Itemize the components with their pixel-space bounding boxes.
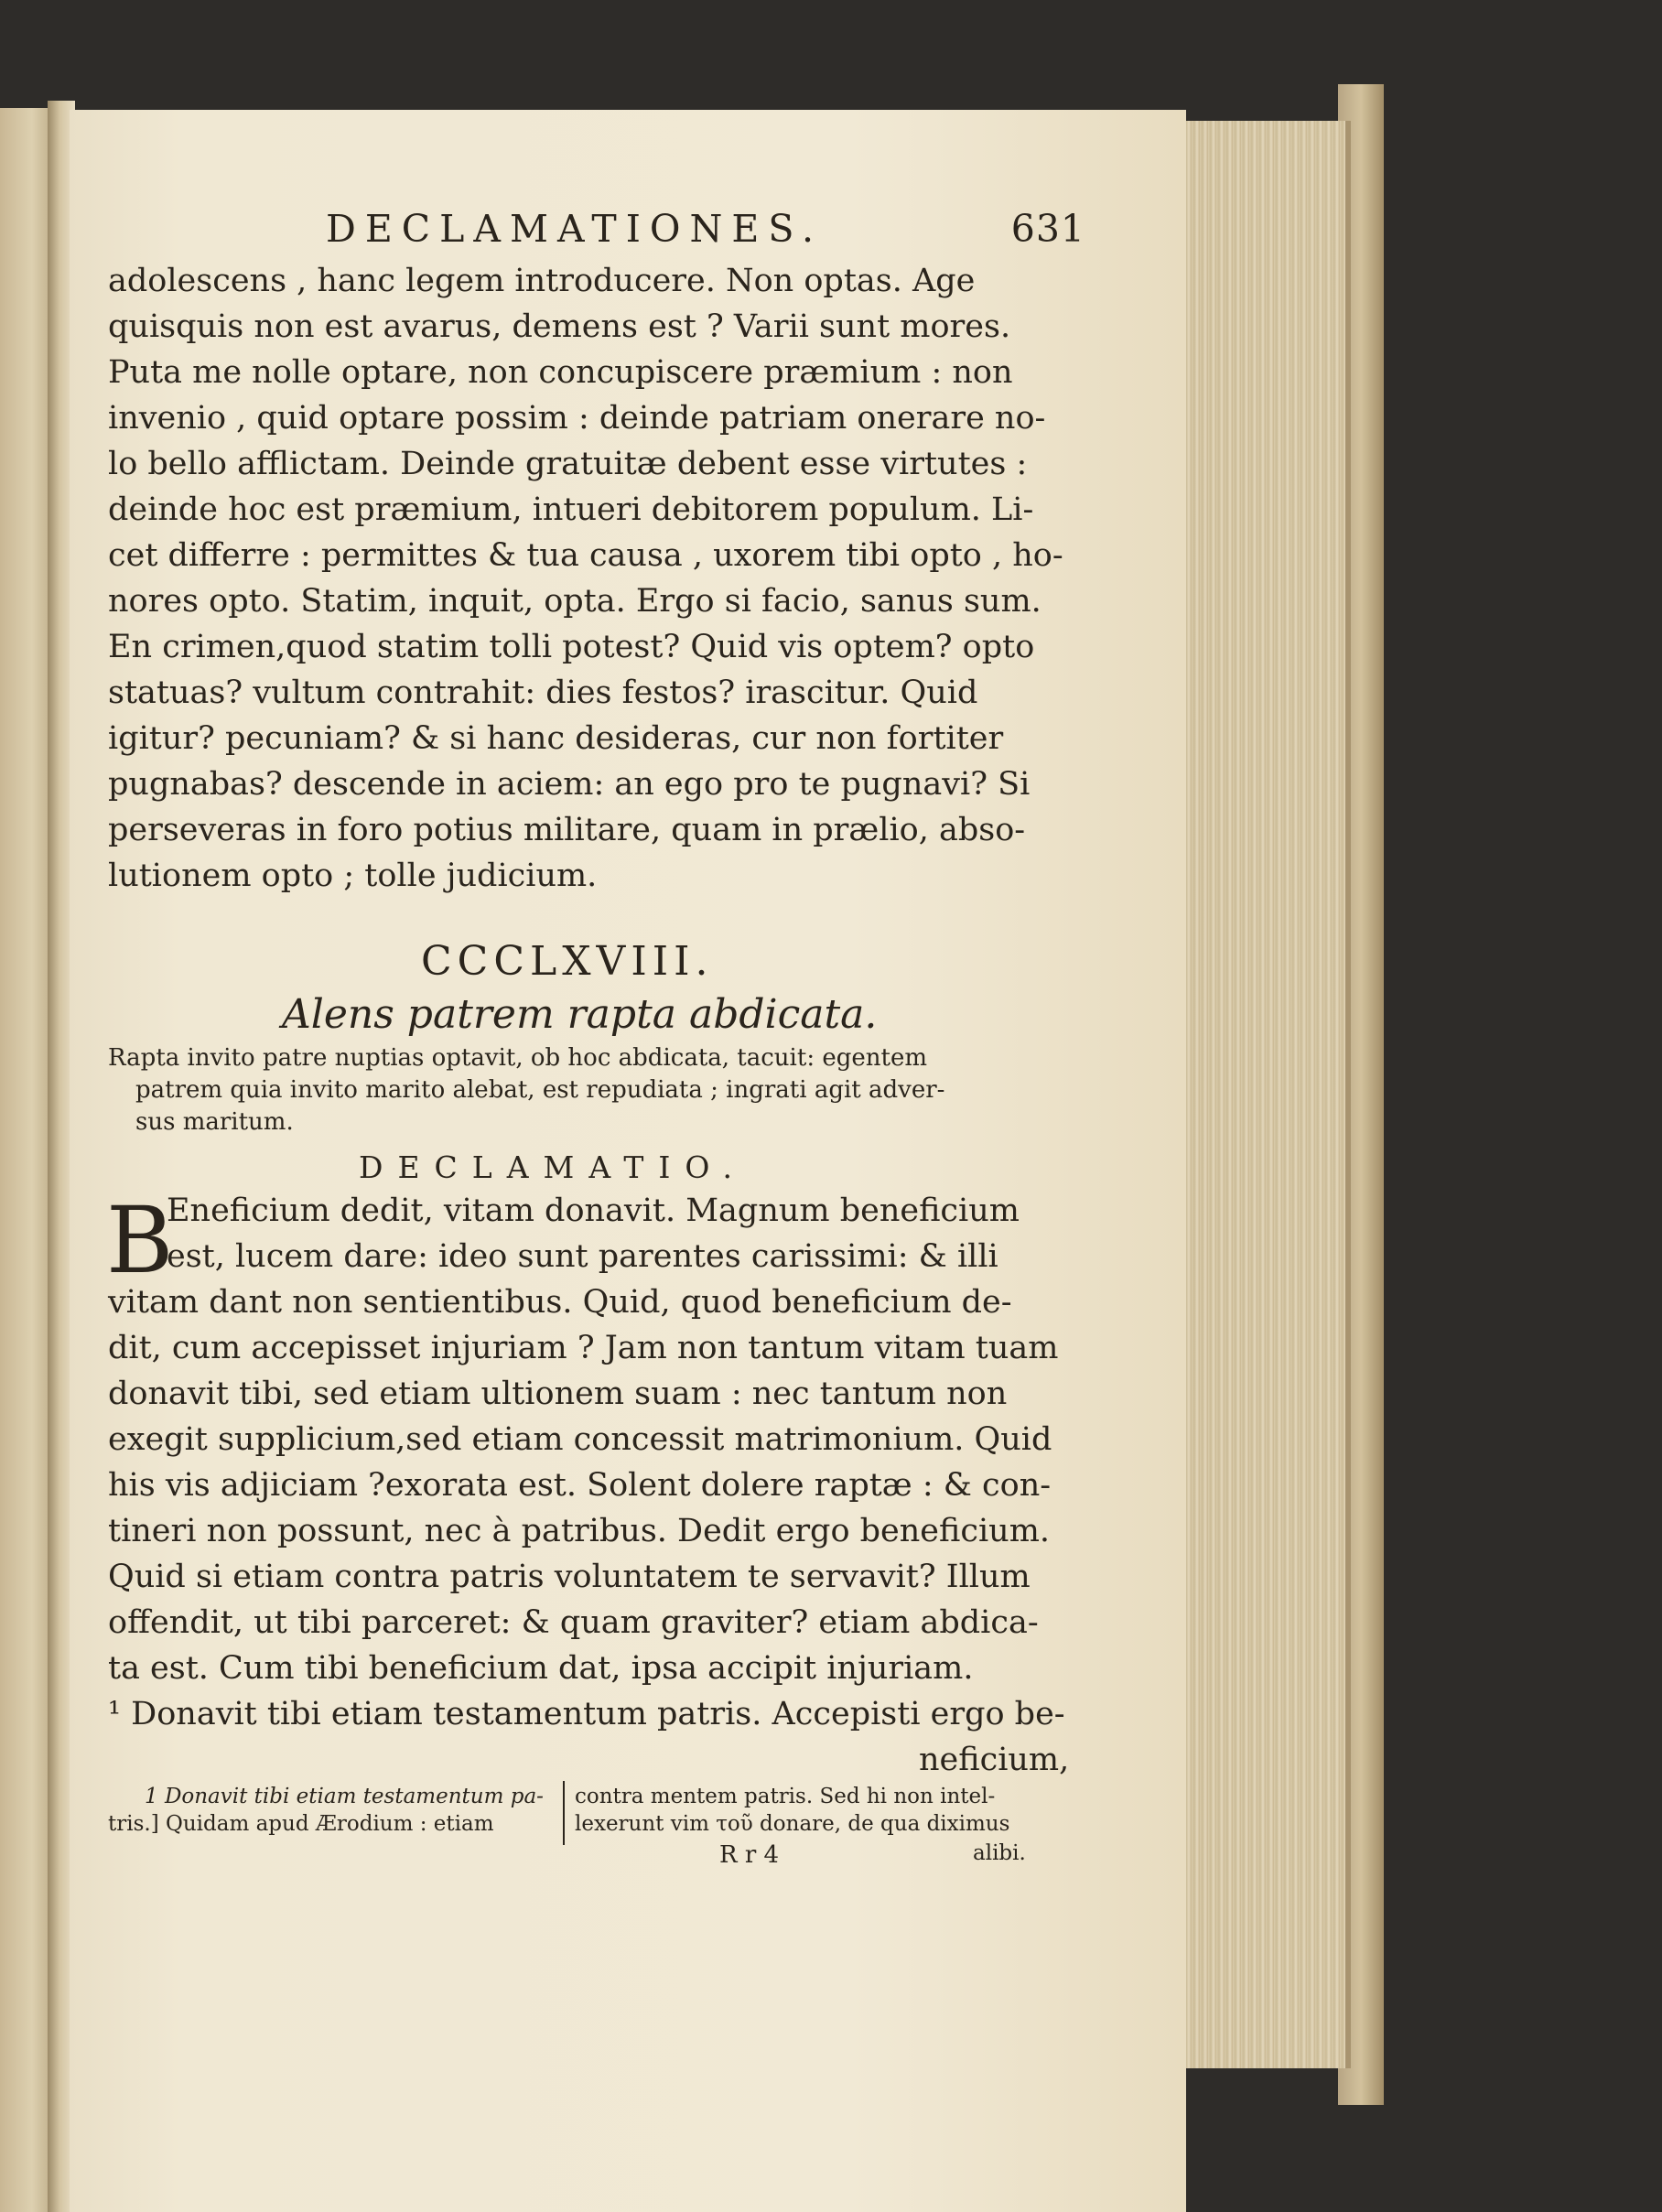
text-line: exegit supplicium,sed etiam concessit matrimonium. Quid [108,1421,1052,1458]
text-line: adolescens , hanc legem introducere. Non optas. Age [108,263,976,299]
footnote-column-rule [563,1781,565,1845]
text-line: igitur? pecuniam? & si hanc desideras, cur non fortiter [108,720,1004,757]
text-line: statuas? vultum contrahit: dies festos? irascitur. Quid [108,674,978,711]
text-line: quisquis non est avarus, demens est ? Varii sunt mores. [108,308,1011,345]
text-line: neficium, [919,1742,1070,1778]
footnote-line: tris.] Quidam apud Ærodium : etiam [108,1812,494,1836]
text-line: dit, cum accepisset injuriam ? Jam non tantum vitam tuam [108,1330,1059,1366]
text-line: lo bello afflictam. Deinde gratuitæ debent esse virtutes : [108,446,1028,482]
text-line: tineri non possunt, nec à patribus. Dedit ergo beneficium. [108,1513,1051,1549]
text-line: Eneficium dedit, vitam donavit. Magnum beneficium [167,1192,1020,1229]
facing-page-edge [0,108,53,2212]
argument-line: patrem quia invito marito alebat, est repudiata ; ingrati agit adver- [135,1076,945,1104]
text-line: lutionem opto ; tolle judicium. [108,858,598,894]
footnote-line: 1 Donavit tibi etiam testamentum pa- [145,1785,544,1808]
text-line: offendit, ut tibi parceret: & quam graviter? etiam abdica- [108,1604,1039,1641]
page-number: 631 [1010,207,1085,251]
text-line: est, lucem dare: ideo sunt parentes carissimi: & illi [167,1238,998,1275]
text-line: Quid si etiam contra patris voluntatem te servavit? Illum [108,1559,1031,1595]
text-line: cet differre : permittes & tua causa , uxorem tibi opto , ho- [108,537,1063,574]
section-number: CCCLXVIII. [421,938,714,985]
text-line: ta est. Cum tibi beneficium dat, ipsa accipit injuriam. [108,1650,974,1687]
argument-line: Rapta invito patre nuptias optavit, ob hoc abdicata, tacuit: egentem [108,1044,927,1072]
text-line: vitam dant non sentientibus. Quid, quod beneficium de- [108,1284,1012,1321]
text-line: donavit tibi, sed etiam ultionem suam : nec tantum non [108,1376,1008,1412]
text-line: pugnabas? descende in aciem: an ego pro te pugnavi? Si [108,766,1031,803]
running-head [326,207,1085,251]
running-head-title: DECLAMATIONES. [326,207,823,251]
text-line: En crimen,quod statim tolli potest? Quid vis optem? opto [108,629,1035,665]
text-line: ¹ Donavit tibi etiam testamentum patris. Accepisti ergo be- [108,1696,1065,1732]
text-line: his vis adjiciam ?exorata est. Solent dolere raptæ : & con- [108,1467,1052,1504]
declamatio-heading: DECLAMATIO. [359,1149,748,1185]
text-line: invenio , quid optare possim : deinde patriam onerare no- [108,400,1046,437]
page-block-edge [1175,121,1351,2068]
drop-cap: B [106,1187,174,1294]
text-line: Puta me nolle optare, non concupiscere præmium : non [108,354,1013,391]
text-line: nores opto. Statim, inquit, opta. Ergo si facio, sanus sum. [108,583,1041,620]
section-title: Alens patrem rapta abdicata. [282,991,878,1038]
footnote-line: alibi. [973,1841,1026,1865]
footnote-line: lexerunt vim τοῦ donare, de qua diximus [575,1812,1010,1836]
argument-line: sus maritum. [135,1108,294,1136]
text-line: deinde hoc est præmium, intueri debitorem populum. Li- [108,491,1034,528]
text-line: perseveras in foro potius militare, quam in prælio, abso- [108,812,1026,848]
footnote-line: contra mentem patris. Sed hi non intel- [575,1785,996,1808]
signature-mark: R r 4 [719,1841,780,1869]
